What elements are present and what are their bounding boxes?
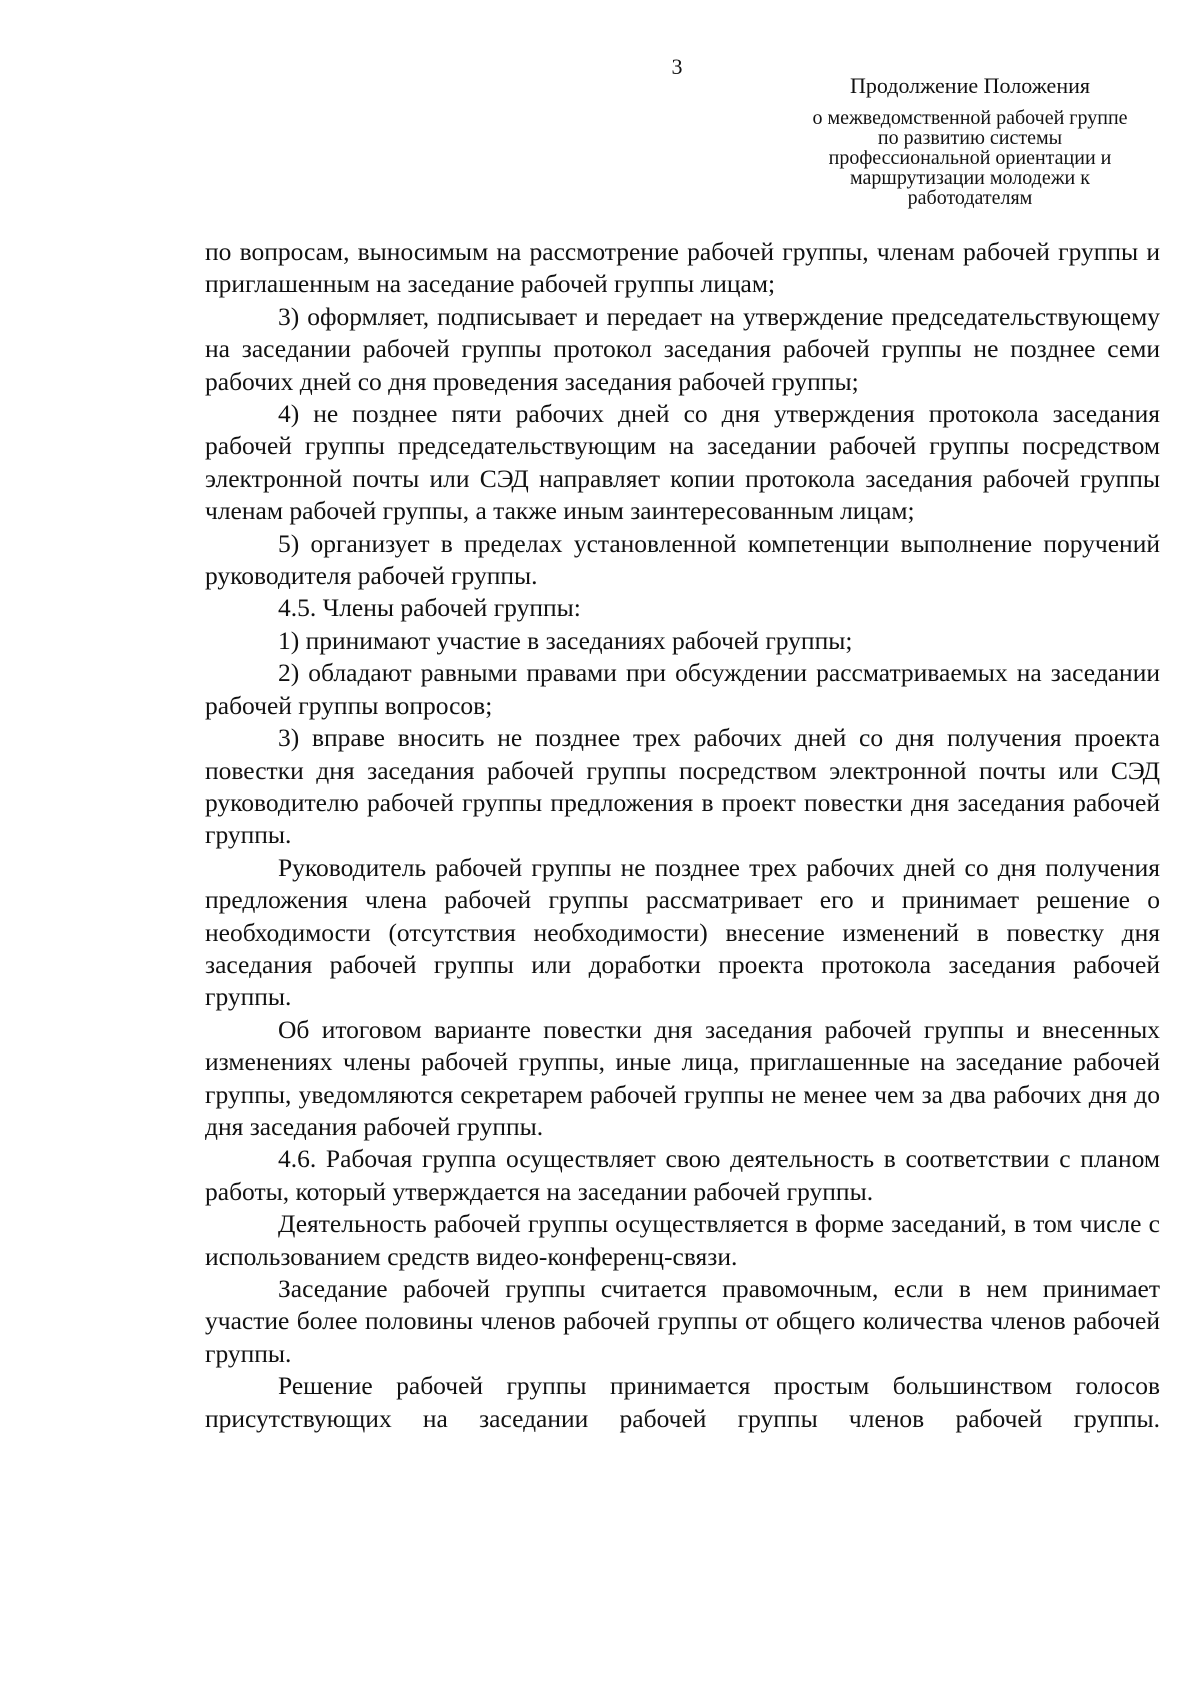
document-body	[205, 236, 1160, 1435]
header-subtitle	[755, 108, 1185, 208]
paragraph: 3) оформляет, подписывает и передает на утверждение председательствующему на заседании рабочей группы протокол заседания рабочей группы не позднее семи рабочих дней со дня проведения заседания рабочей группы;	[205, 301, 1160, 396]
header-subtitle-line: маршрутизации молодежи к	[850, 167, 1090, 189]
paragraph: Решение рабочей группы принимается простым большинством голосов присутствующих на заседании рабочей группы членов рабочей группы.	[205, 1371, 1160, 1433]
header-subtitle-line: по развитию системы	[877, 127, 1063, 149]
paragraph: по вопросам, выносимым на рассмотрение рабочей группы, членам рабочей группы и приглашенным на заседание рабочей группы лицам;	[205, 237, 1160, 299]
paragraph: 4) не позднее пяти рабочих дней со дня утверждения протокола заседания рабочей группы председательствующим на заседании рабочей группы посредством электронной почты или СЭД направляет копии протокола заседания рабочей группы членам рабочей группы, а также иным заинтересованным лицам;	[205, 399, 1160, 526]
document-header	[755, 72, 1185, 208]
header-subtitle-line: о межведомственной рабочей группе	[812, 107, 1128, 129]
paragraph: 5) организует в пределах установленной компетенции выполнение поручений руководителя рабочей группы.	[205, 528, 1160, 591]
paragraph: 3) вправе вносить не позднее трех рабочих дней со дня получения проекта повестки дня заседания рабочей группы посредством электронной почты или СЭД руководителю рабочей группы предложения в проект повестки дня заседания рабочей группы.	[205, 723, 1160, 850]
paragraph: 2) обладают равными правами при обсуждении рассматриваемых на заседании рабочей группы вопросов;	[205, 658, 1160, 720]
paragraph: Руководитель рабочей группы не позднее трех рабочих дней со дня получения предложения члена рабочей группы рассматривает его и принимает решение о необходимости (отсутствия необходимости) внесение изменений в повестку дня заседания рабочей группы или доработки проекта протокола заседания рабочей группы.	[205, 852, 1160, 1012]
paragraph: 1) принимают участие в заседаниях рабочей группы;	[278, 625, 853, 655]
paragraph: Об итоговом варианте повестки дня заседания рабочей группы и внесенных изменениях члены рабочей группы, иные лица, приглашенные на заседание рабочей группы, уведомляются секретарем рабочей группы не менее чем за два рабочих дня до дня заседания рабочей группы.	[205, 1014, 1160, 1141]
header-title: Продолжение Положения	[850, 73, 1090, 98]
paragraph: Заседание рабочей группы считается правомочным, если в нем принимает участие более половины членов рабочей группы от общего количества членов рабочей группы.	[205, 1274, 1160, 1368]
header-subtitle-line: работодателям	[907, 187, 1033, 209]
page-number: 3	[671, 54, 683, 79]
paragraph: Деятельность рабочей группы осуществляется в форме заседаний, в том числе с использованием средств видео-конференц-связи.	[205, 1209, 1160, 1271]
section-heading: 4.5. Члены рабочей группы:	[278, 593, 581, 623]
paragraph: 4.6. Рабочая группа осуществляет свою деятельность в соответствии с планом работы, который утверждается на заседании рабочей группы.	[205, 1144, 1160, 1206]
header-subtitle-line: профессиональной ориентации и	[828, 147, 1112, 169]
